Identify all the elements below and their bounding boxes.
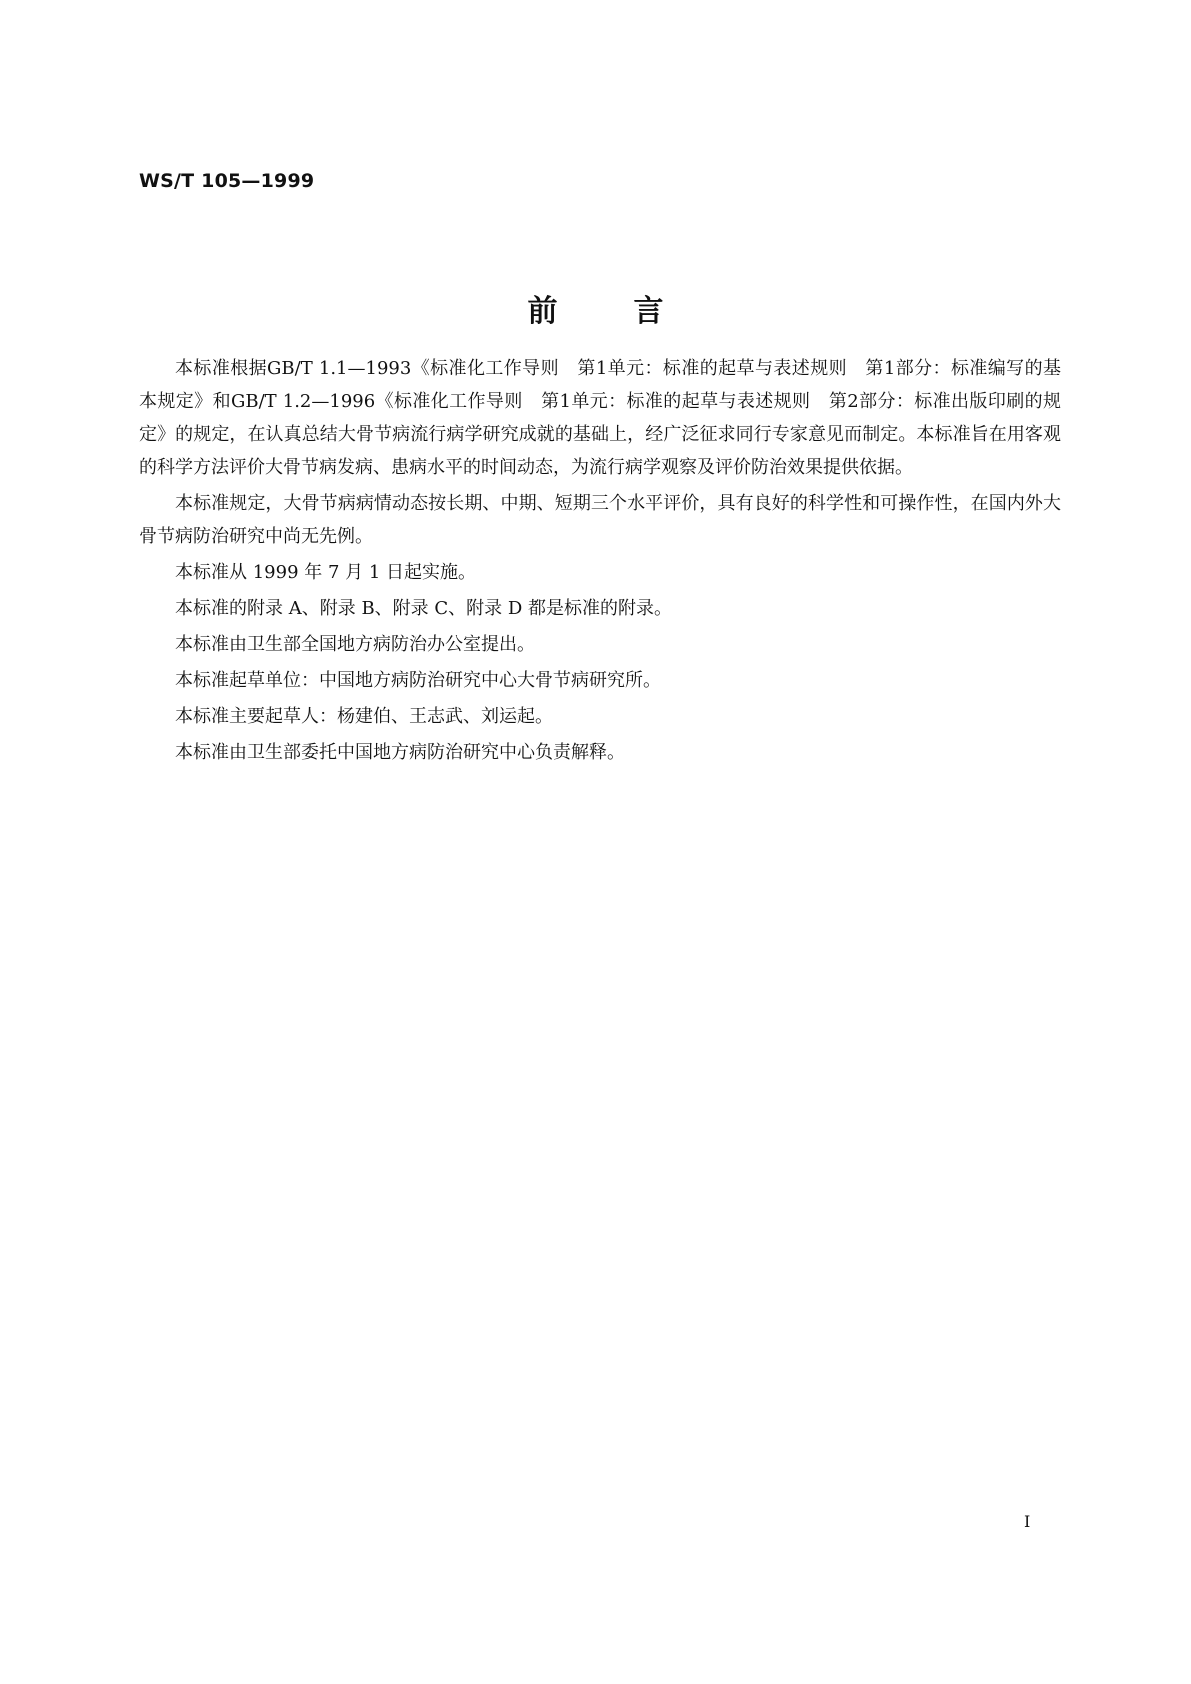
document-code: WS/T 105—1999 — [139, 170, 315, 192]
paragraph: 本标准根据GB/T 1.1—1993《标准化工作导则 第1单元：标准的起草与表述规则 第1部分：标准编写的基本规定》和GB/T 1.2—1996《标准化工作导则 第1单元：标准的起草与表述规则 第2部分：标准出版印刷的规定》的规定，在认真总结大骨节病流行病学研究成就的基础上，经广泛征求同行专家意见而制定。本标准旨在用客观的科学方法评价大骨节病发病、患病水平的时间动态，为流行病学观察及评价防治效果提供依据。 — [139, 358, 1061, 478]
paragraph: 本标准规定，大骨节病病情动态按长期、中期、短期三个水平评价，具有良好的科学性和可操作性，在国内外大骨节病防治研究中尚无先例。 — [139, 493, 1061, 547]
paragraph: 本标准的附录 A、附录 B、附录 C、附录 D 都是标准的附录。 — [175, 598, 673, 619]
paragraph: 本标准起草单位：中国地方病防治研究中心大骨节病研究所。 — [175, 670, 661, 691]
paragraph: 本标准从 1999 年 7 月 1 日起实施。 — [175, 562, 477, 583]
page-number: I — [1024, 1512, 1031, 1531]
paragraph: 本标准由卫生部全国地方病防治办公室提出。 — [175, 634, 535, 655]
paragraph: 本标准主要起草人：杨建伯、王志武、刘运起。 — [175, 706, 553, 727]
paragraph: 本标准由卫生部委托中国地方病防治研究中心负责解释。 — [175, 742, 625, 763]
section-title: 前言 — [527, 294, 740, 329]
foreword-body — [139, 352, 1061, 772]
